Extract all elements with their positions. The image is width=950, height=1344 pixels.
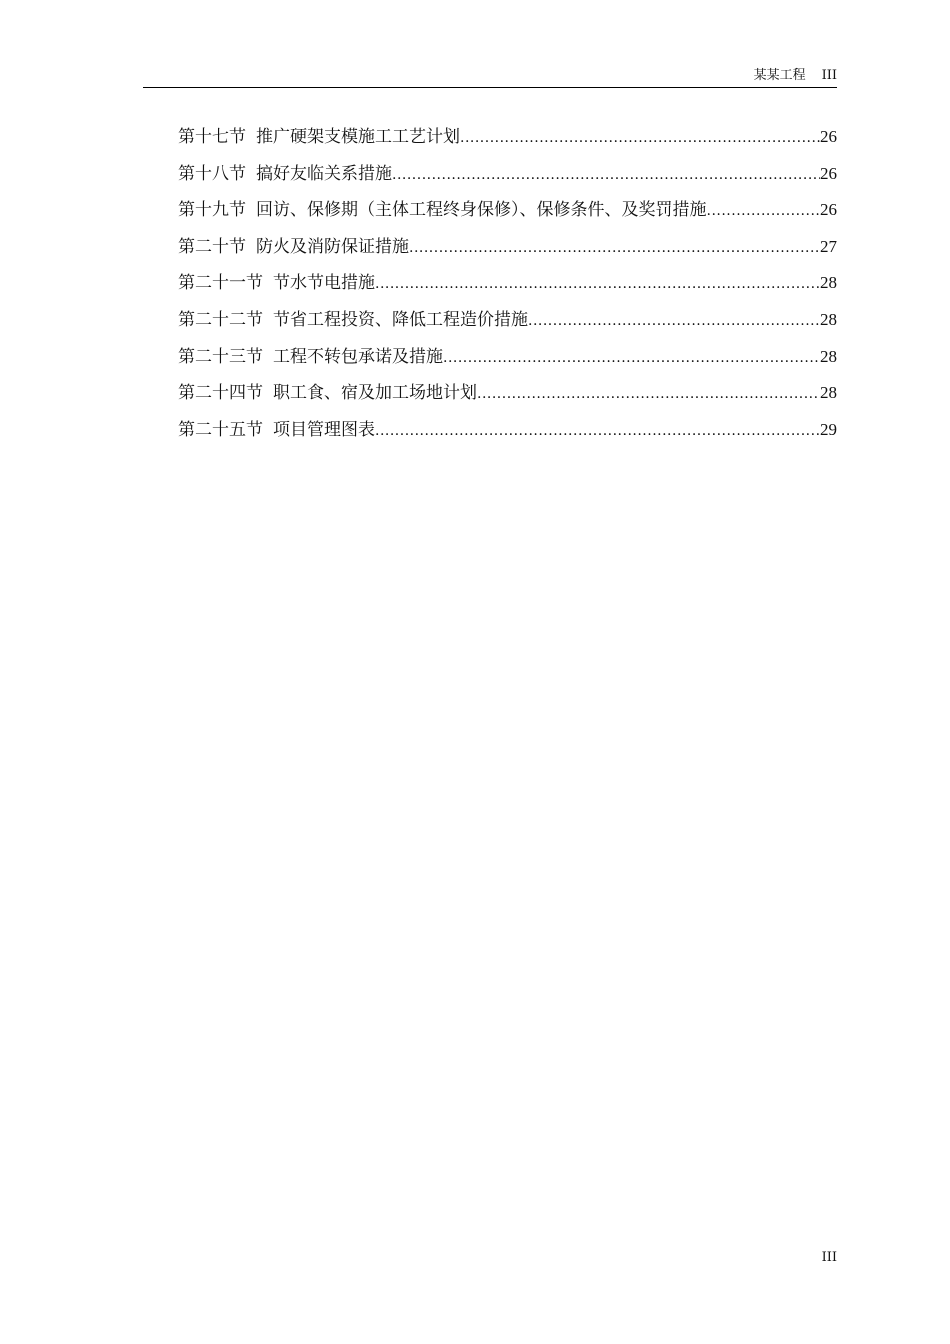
toc-section-title: 项目管理图表 — [273, 419, 375, 440]
toc-entry[interactable] — [178, 163, 837, 200]
toc-section-number: 第二十五节 — [178, 419, 263, 440]
toc-page-number: 28 — [820, 346, 837, 366]
toc-page-number: 28 — [820, 309, 837, 329]
toc-section-number: 第二十三节 — [178, 346, 263, 367]
toc-section-number: 第二十四节 — [178, 383, 263, 404]
toc-section-title: 工程不转包承诺及措施 — [273, 346, 443, 367]
toc-leader-dots — [409, 237, 820, 259]
toc-entry[interactable] — [178, 382, 837, 419]
toc-entry[interactable] — [178, 346, 837, 383]
toc-section-title: 回访、保修期（主体工程终身保修）、保修条件、及奖罚措施 — [256, 200, 707, 221]
table-of-contents — [178, 126, 837, 455]
toc-entry[interactable] — [178, 272, 837, 309]
toc-section-number: 第二十二节 — [178, 309, 263, 330]
toc-page-number: 27 — [820, 236, 837, 256]
toc-entry[interactable] — [178, 236, 837, 273]
toc-page-number: 28 — [820, 383, 837, 403]
toc-entry[interactable] — [178, 419, 837, 456]
toc-leader-dots — [375, 420, 820, 442]
toc-leader-dots — [707, 200, 821, 222]
toc-section-title: 推广硬架支模施工工艺计划 — [256, 127, 460, 147]
toc-leader-dots — [375, 273, 820, 295]
toc-section-title: 职工食、宿及加工场地计划 — [273, 383, 477, 404]
toc-section-title: 节水节电措施 — [273, 273, 375, 294]
toc-leader-dots — [477, 383, 820, 405]
toc-section-number: 第十八节 — [178, 163, 246, 184]
toc-section-number: 第二十节 — [178, 236, 246, 257]
toc-leader-dots — [392, 164, 820, 186]
toc-entry[interactable] — [178, 199, 837, 236]
toc-section-number: 第二十一节 — [178, 273, 263, 294]
toc-leader-dots — [528, 310, 820, 332]
page-footer-number: III — [821, 1250, 837, 1265]
toc-entry[interactable] — [178, 126, 837, 163]
toc-page-number: 26 — [820, 200, 837, 220]
toc-page-number: 28 — [820, 273, 837, 293]
toc-entry[interactable] — [178, 309, 837, 346]
toc-section-title: 搞好友临关系措施 — [256, 163, 392, 184]
toc-leader-dots — [443, 347, 820, 369]
toc-section-number: 第十七节 — [178, 127, 246, 147]
toc-section-number: 第十九节 — [178, 200, 246, 221]
header-title: 某某工程 — [753, 68, 806, 83]
toc-section-title: 防火及消防保证措施 — [256, 236, 409, 257]
page-header — [143, 66, 837, 88]
toc-leader-dots — [460, 127, 820, 149]
toc-page-number: 26 — [820, 127, 837, 146]
toc-page-number: 26 — [820, 163, 837, 183]
header-page-number: III — [821, 68, 837, 83]
toc-section-title: 节省工程投资、降低工程造价措施 — [273, 309, 528, 330]
toc-page-number: 29 — [820, 419, 837, 439]
